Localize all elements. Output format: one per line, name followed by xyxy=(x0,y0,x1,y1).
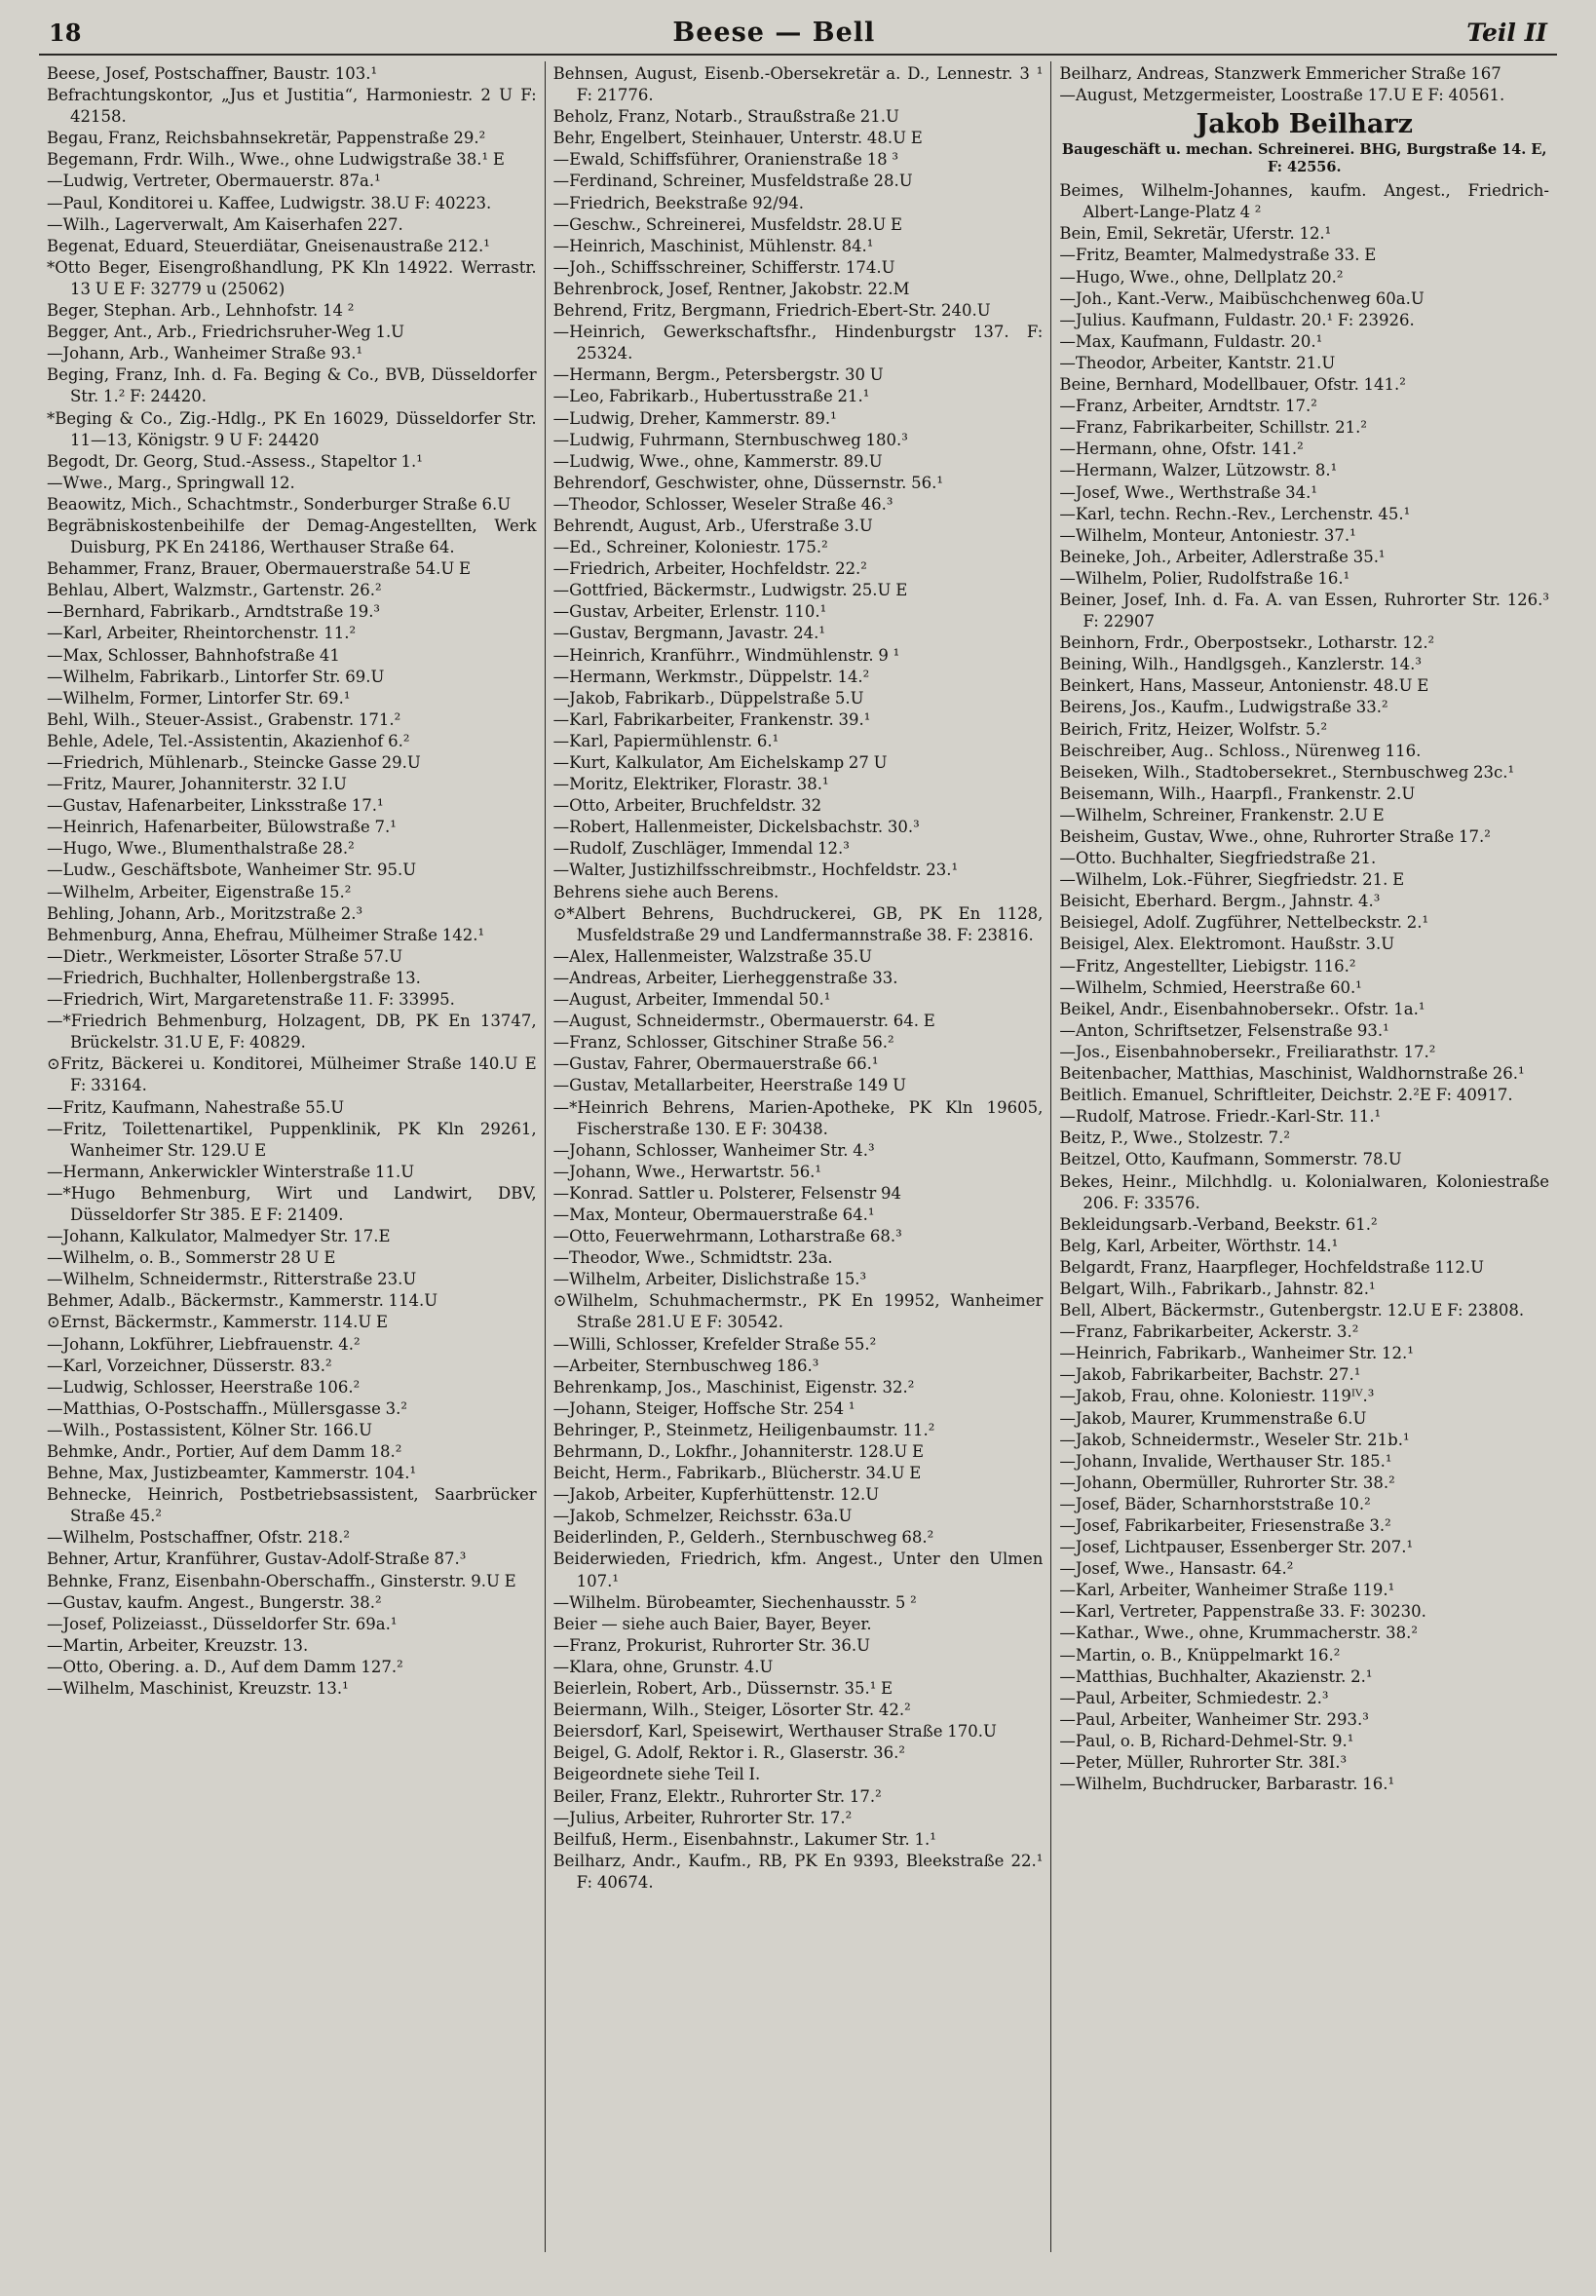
directory-entry: —Johann, Kalkulator, Malmedyer Str. 17.E xyxy=(47,1227,391,1246)
directory-entry: —Arbeiter, Sternbuschweg 186.³ xyxy=(552,1356,819,1375)
directory-entry: Begemann, Frdr. Wilh., Wwe., ohne Ludwigstraße 38.¹ E xyxy=(47,150,505,170)
directory-entry: —Karl, techn. Rechn.-Rev., Lerchenstr. 45.¹ xyxy=(1059,504,1411,523)
directory-entry: —Wilhelm, Monteur, Antoniestr. 37.¹ xyxy=(1059,525,1356,545)
directory-entry: —Peter, Müller, Ruhrorter Str. 38I.³ xyxy=(1059,1753,1348,1773)
directory-entry: —Gustav, Bergmann, Javastr. 24.¹ xyxy=(552,624,825,643)
directory-entry: —Ludwig, Vertreter, Obermauerstr. 87a.¹ xyxy=(47,172,381,191)
directory-entry: —Konrad. Sattler u. Polsterer, Felsenstr 94 xyxy=(552,1183,901,1203)
directory-entry: Beaowitz, Mich., Schachtmstr., Sonderburger Straße 6.U xyxy=(47,494,512,514)
directory-entry: Beisheim, Gustav, Wwe., ohne, Ruhrorter Straße 17.² xyxy=(1059,827,1491,846)
directory-entry: ⊙Ernst, Bäckermstr., Kammerstr. 114.U E xyxy=(47,1313,389,1332)
directory-entry: —Kathar., Wwe., ohne, Krummacherstr. 38.² xyxy=(1059,1624,1418,1643)
directory-entry: —Fritz, Kaufmann, Nahestraße 55.U xyxy=(47,1097,345,1117)
directory-entry: ⊙*Albert Behrens, Buchdruckerei, GB, PK En 1128, Musfeldstraße 29 und Landfermannstraße 38. F: 23816. xyxy=(552,903,1044,944)
directory-entry: —Heinrich, Gewerkschaftsfhr., Hindenburgstr 137. F: 25324. xyxy=(552,323,1044,364)
directory-entry: —Fritz, Maurer, Johanniterstr. 32 I.U xyxy=(47,775,347,794)
directory-entry: Beisicht, Eberhard. Bergm., Jahnstr. 4.³ xyxy=(1059,892,1381,911)
directory-entry: —Karl, Arbeiter, Wanheimer Straße 119.¹ xyxy=(1059,1581,1395,1600)
directory-entry: Bekleidungsarb.-Verband, Beekstr. 61.² xyxy=(1059,1214,1378,1234)
directory-entry: —Karl, Arbeiter, Rheintorchenstr. 11.² xyxy=(47,624,357,643)
directory-entry: —Paul, o. B, Richard-Dehmel-Str. 9.¹ xyxy=(1059,1731,1354,1750)
directory-entry: —Gustav, kaufm. Angest., Bungerstr. 38.² xyxy=(47,1592,382,1612)
directory-entry: Beigeordnete siehe Teil I. xyxy=(552,1765,761,1784)
directory-entry: Behnsen, August, Eisenb.-Obersekretär a. D., Lennestr. 3 ¹ F: 21776. xyxy=(552,64,1044,105)
directory-entry: —Ludwig, Fuhrmann, Sternbuschweg 180.³ xyxy=(552,430,908,449)
directory-entry: —Josef, Fabrikarbeiter, Friesenstraße 3.² xyxy=(1059,1516,1391,1535)
directory-entry: —Paul, Arbeiter, Wanheimer Str. 293.³ xyxy=(1059,1709,1369,1729)
directory-entry: —Josef, Wwe., Werthstraße 34.¹ xyxy=(1059,482,1317,502)
directory-entry: —Karl, Papiermühlenstr. 6.¹ xyxy=(552,731,779,750)
header-rule xyxy=(39,54,1557,56)
directory-entry: Beisemann, Wilh., Haarpfl., Frankenstr. 2.U xyxy=(1059,784,1416,803)
directory-entry: Behle, Adele, Tel.-Assistentin, Akazienhof 6.² xyxy=(47,731,410,750)
directory-entry: Beineke, Joh., Arbeiter, Adlerstraße 35.¹ xyxy=(1059,547,1386,566)
directory-entry: Behnke, Franz, Eisenbahn-Oberschaffn., Ginsterstr. 9.U E xyxy=(47,1571,516,1590)
directory-entry: Beier — siehe auch Baier, Bayer, Beyer. xyxy=(552,1614,872,1633)
directory-entry: Behrenkamp, Jos., Maschinist, Eigenstr. 32.² xyxy=(552,1377,915,1397)
directory-entry: —Wilhelm, Arbeiter, Dislichstraße 15.³ xyxy=(552,1270,867,1289)
directory-entry: —*Heinrich Behrens, Marien-Apotheke, PK Kln 19605, Fischerstraße 130. E F: 30438. xyxy=(552,1097,1044,1138)
directory-entry: —Hermann, Werkmstr., Düppelstr. 14.² xyxy=(552,667,870,686)
directory-entry: —Jakob, Maurer, Krummenstraße 6.U xyxy=(1059,1408,1367,1428)
directory-entry: Belg, Karl, Arbeiter, Wörthstr. 14.¹ xyxy=(1059,1236,1339,1255)
directory-entry: —Heinrich, Kranführr., Windmühlenstr. 9 ¹ xyxy=(552,645,900,665)
directory-entry: Behnecke, Heinrich, Postbetriebsassistent, Saarbrücker Straße 45.² xyxy=(47,1485,537,1526)
advertisement-entry xyxy=(1059,110,1549,176)
page-title: Beese — Bell xyxy=(672,18,876,48)
directory-entry: —August, Schneidermstr., Obermauerstr. 64. E xyxy=(552,1012,935,1031)
directory-entry: Beiler, Franz, Elektr., Ruhrorter Str. 17.² xyxy=(552,1786,882,1806)
directory-entry: Begräbniskostenbeihilfe der Demag-Angestellten, Werk Duisburg, PK En 24186, Werthauser Straße 64. xyxy=(47,516,537,557)
directory-entry: Behmenburg, Anna, Ehefrau, Mülheimer Straße 142.¹ xyxy=(47,925,485,944)
directory-entry: Beiermann, Wilh., Steiger, Lösorter Str. 42.² xyxy=(552,1701,911,1720)
directory-entry: —Willi, Schlosser, Krefelder Straße 55.² xyxy=(552,1334,877,1354)
directory-entry: —Andreas, Arbeiter, Lierheggenstraße 33. xyxy=(552,968,898,987)
directory-entry: Beilharz, Andr., Kaufm., RB, PK En 9393, Bleekstraße 22.¹ F: 40674. xyxy=(552,1851,1044,1892)
directory-entry: —Wilhelm, Fabrikarb., Lintorfer Str. 69.U xyxy=(47,667,385,686)
directory-entry: —Josef, Lichtpauser, Essenberger Str. 207.¹ xyxy=(1059,1538,1414,1557)
directory-entry: —Leo, Fabrikarb., Hubertusstraße 21.¹ xyxy=(552,387,870,406)
directory-entry: Behne, Max, Justizbeamter, Kammerstr. 104.¹ xyxy=(47,1464,417,1483)
directory-entry: —Joh., Schiffsschreiner, Schifferstr. 174.U xyxy=(552,257,895,277)
directory-entry: —Jos., Eisenbahnobersekr., Freiliarathstr. 17.² xyxy=(1059,1042,1436,1061)
directory-entry: —Ludwig, Schlosser, Heerstraße 106.² xyxy=(47,1377,361,1397)
directory-entry: —Dietr., Werkmeister, Lösorter Straße 57.U xyxy=(47,946,403,966)
advertisement-name: Jakob Beilharz xyxy=(1196,109,1413,140)
directory-entry: —Otto, Obering. a. D., Auf dem Damm 127.² xyxy=(47,1657,403,1676)
directory-entry: —Wilhelm, Schneidermstr., Ritterstraße 23.U xyxy=(47,1270,417,1289)
directory-entry: —Hermann, Ankerwickler Winterstraße 11.U xyxy=(47,1162,415,1181)
directory-entry: Bekes, Heinr., Milchhdlg. u. Kolonialwaren, Koloniestraße 206. F: 33576. xyxy=(1059,1171,1550,1212)
directory-entry: —Jakob, Schmelzer, Reichsstr. 63a.U xyxy=(552,1507,853,1526)
directory-entry: —Hermann, Walzer, Lützowstr. 8.¹ xyxy=(1059,461,1338,480)
directory-entry: Beilfuß, Herm., Eisenbahnstr., Lakumer Str. 1.¹ xyxy=(552,1829,936,1849)
directory-entry: —Robert, Hallenmeister, Dickelsbachstr. 30.³ xyxy=(552,818,920,837)
directory-entry: Begodt, Dr. Georg, Stud.-Assess., Stapeltor 1.¹ xyxy=(47,451,423,471)
directory-entry: —Franz, Prokurist, Ruhrorter Str. 36.U xyxy=(552,1635,871,1655)
directory-entry: —Johann, Obermüller, Ruhrorter Str. 38.² xyxy=(1059,1473,1395,1492)
page-number: 18 xyxy=(49,19,82,47)
directory-entry: —Wilhelm, Maschinist, Kreuzstr. 13.¹ xyxy=(47,1679,349,1699)
directory-entry: —Kurt, Kalkulator, Am Eichelskamp 27 U xyxy=(552,753,888,772)
directory-entry: —Bernhard, Fabrikarb., Arndtstraße 19.³ xyxy=(47,602,381,622)
directory-entry: Bein, Emil, Sekretär, Uferstr. 12.¹ xyxy=(1059,224,1332,244)
directory-entry: Behling, Johann, Arb., Moritzstraße 2.³ xyxy=(47,903,363,923)
directory-entry: Beisiegel, Adolf. Zugführer, Nettelbeckstr. 2.¹ xyxy=(1059,913,1429,933)
directory-entry: —Julius, Arbeiter, Ruhrorter Str. 17.² xyxy=(552,1808,853,1827)
directory-entry: —*Friedrich Behmenburg, Holzagent, DB, PK En 13747, Brückelstr. 31.U E, F: 40829. xyxy=(47,1012,537,1052)
directory-entry: —Matthias, O-Postschaffn., Müllersgasse 3.² xyxy=(47,1398,408,1418)
directory-entry: —Geschw., Schreinerei, Musfeldstr. 28.U E xyxy=(552,214,903,234)
directory-entry: —Max, Monteur, Obermauerstraße 64.¹ xyxy=(552,1205,875,1224)
directory-entry: Behl, Wilh., Steuer-Assist., Grabenstr. 171.² xyxy=(47,709,401,729)
directory-entry: —Wilhelm, Buchdrucker, Barbarastr. 16.¹ xyxy=(1059,1775,1395,1794)
directory-entry: —Moritz, Elektriker, Florastr. 38.¹ xyxy=(552,775,829,794)
directory-entry: Behmer, Adalb., Bäckermstr., Kammerstr. 114.U xyxy=(47,1291,438,1311)
directory-columns xyxy=(39,61,1557,2252)
directory-entry: —Franz, Arbeiter, Arndtstr. 17.² xyxy=(1059,397,1317,416)
directory-entry: Begau, Franz, Reichsbahnsekretär, Pappenstraße 29.² xyxy=(47,129,486,148)
directory-entry: —Johann, Invalide, Werthauser Str. 185.¹ xyxy=(1059,1451,1392,1471)
directory-entry: Beiersdorf, Karl, Speisewirt, Werthauser Straße 170.U xyxy=(552,1722,997,1741)
directory-entry: Beischreiber, Aug.. Schloss., Nürenweg 116. xyxy=(1059,741,1422,760)
directory-entry: Beitlich. Emanuel, Schriftleiter, Deichstr. 2.²E F: 40917. xyxy=(1059,1086,1513,1105)
directory-entry: Beining, Wilh., Handlgsgeh., Kanzlerstr. 14.³ xyxy=(1059,655,1423,674)
directory-entry: —Matthias, Buchhalter, Akazienstr. 2.¹ xyxy=(1059,1666,1373,1686)
directory-entry: Beitenbacher, Matthias, Maschinist, Waldhornstraße 26.¹ xyxy=(1059,1064,1525,1084)
directory-entry: —Josef, Bäder, Scharnhorststraße 10.² xyxy=(1059,1494,1371,1513)
directory-entry: —Otto, Arbeiter, Bruchfeldstr. 32 xyxy=(552,796,822,816)
directory-entry: —Franz, Fabrikarbeiter, Schillstr. 21.² xyxy=(1059,418,1368,438)
directory-entry: Beitz, P., Wwe., Stolzestr. 7.² xyxy=(1059,1129,1291,1148)
directory-entry: —Jakob, Arbeiter, Kupferhüttenstr. 12.U xyxy=(552,1485,880,1505)
directory-entry: Behrendorf, Geschwister, ohne, Düssernstr. 56.¹ xyxy=(552,473,943,492)
directory-entry: Beierlein, Robert, Arb., Düssernstr. 35.¹ E xyxy=(552,1679,893,1699)
directory-entry: —Hermann, ohne, Ofstr. 141.² xyxy=(1059,440,1304,459)
directory-entry: —Karl, Fabrikarbeiter, Frankenstr. 39.¹ xyxy=(552,709,871,729)
directory-entry: —Ed., Schreiner, Koloniestr. 175.² xyxy=(552,538,828,557)
directory-entry: —Friedrich, Arbeiter, Hochfeldstr. 22.² xyxy=(552,559,867,579)
directory-entry: —Rudolf, Zuschläger, Immendal 12.³ xyxy=(552,839,850,859)
directory-entry: Beiderwieden, Friedrich, kfm. Angest., Unter den Ulmen 107.¹ xyxy=(552,1550,1044,1590)
directory-entry: Begger, Ant., Arb., Friedrichsruher-Weg 1.U xyxy=(47,323,405,342)
directory-entry: —Gustav, Hafenarbeiter, Linksstraße 17.¹ xyxy=(47,796,384,816)
directory-entry: —Karl, Vorzeichner, Düsserstr. 83.² xyxy=(47,1356,332,1375)
directory-entry: —Klara, ohne, Grunstr. 4.U xyxy=(552,1657,774,1676)
directory-entry: —August, Metzgermeister, Loostraße 17.U E F: 40561. xyxy=(1059,86,1505,105)
directory-entry: —Wilhelm, Former, Lintorfer Str. 69.¹ xyxy=(47,688,351,708)
directory-entry: —Johann, Schlosser, Wanheimer Str. 4.³ xyxy=(552,1140,875,1160)
directory-entry: —Friedrich, Buchhalter, Hollenbergstraße 13. xyxy=(47,968,421,987)
directory-entry: —Martin, Arbeiter, Kreuzstr. 13. xyxy=(47,1635,309,1655)
directory-entry: Behrendt, August, Arb., Uferstraße 3.U xyxy=(552,516,873,535)
directory-entry: —Max, Kaufmann, Fuldastr. 20.¹ xyxy=(1059,331,1323,351)
directory-entry: —Wilhelm, Postschaffner, Ofstr. 218.² xyxy=(47,1528,350,1548)
directory-entry: Behammer, Franz, Brauer, Obermauerstraße 54.U E xyxy=(47,559,472,579)
directory-entry: —Jakob, Frau, ohne. Koloniestr. 119ᴵⱽ.³ xyxy=(1059,1387,1375,1406)
directory-entry: —Alex, Hallenmeister, Walzstraße 35.U xyxy=(552,946,873,966)
directory-entry: —Ferdinand, Schreiner, Musfeldstraße 28.U xyxy=(552,172,913,191)
directory-entry: —Johann, Arb., Wanheimer Straße 93.¹ xyxy=(47,344,363,364)
directory-entry: Behrend, Fritz, Bergmann, Friedrich-Ebert-Str. 240.U xyxy=(552,301,991,321)
directory-entry: —Fritz, Beamter, Malmedystraße 33. E xyxy=(1059,246,1377,265)
directory-entry: Behrmann, D., Lokfhr., Johanniterstr. 128.U E xyxy=(552,1442,925,1461)
directory-entry: Beging, Franz, Inh. d. Fa. Beging & Co., BVB, Düsseldorfer Str. 1.² F: 24420. xyxy=(47,365,537,406)
directory-entry: —Gustav, Arbeiter, Erlenstr. 110.¹ xyxy=(552,602,827,622)
directory-entry: —Theodor, Schlosser, Weseler Straße 46.³ xyxy=(552,494,893,514)
directory-entry: —Friedrich, Beekstraße 92/94. xyxy=(552,193,804,212)
directory-entry: —Rudolf, Matrose. Friedr.-Karl-Str. 11.¹ xyxy=(1059,1107,1382,1127)
directory-entry: —Joh., Kant.-Verw., Maibüschchenweg 60a.U xyxy=(1059,288,1425,308)
directory-entry: —Jakob, Fabrikarb., Düppelstraße 5.U xyxy=(552,688,864,708)
directory-entry: Beine, Bernhard, Modellbauer, Ofstr. 141.² xyxy=(1059,375,1406,395)
directory-entry: —Fritz, Angestellter, Liebigstr. 116.² xyxy=(1059,956,1356,976)
column-2 xyxy=(545,61,1051,2252)
directory-entry: —Hugo, Wwe., ohne, Dellplatz 20.² xyxy=(1059,267,1344,287)
directory-entry: —Wilh., Lagerverwalt, Am Kaiserhafen 227. xyxy=(47,214,403,234)
directory-entry: —Jakob, Schneidermstr., Weseler Str. 21b.¹ xyxy=(1059,1430,1410,1449)
directory-entry: Belgart, Wilh., Fabrikarb., Jahnstr. 82.¹ xyxy=(1059,1279,1376,1298)
directory-entry: Beirens, Jos., Kaufm., Ludwigstraße 33.² xyxy=(1059,698,1388,717)
directory-entry: —Paul, Arbeiter, Schmiedestr. 2.³ xyxy=(1059,1688,1329,1707)
directory-entry: —Franz, Fabrikarbeiter, Ackerstr. 3.² xyxy=(1059,1322,1359,1342)
directory-entry: Beicht, Herm., Fabrikarb., Blücherstr. 34.U E xyxy=(552,1464,922,1483)
directory-entry: —Paul, Konditorei u. Kaffee, Ludwigstr. 38.U F: 40223. xyxy=(47,193,492,212)
directory-entry: —Wilhelm. Bürobeamter, Siechenhausstr. 5 ² xyxy=(552,1592,917,1612)
advertisement-description: Baugeschäft u. mechan. Schreinerei. BHG, Burgstraße 14. E, F: 42556. xyxy=(1061,141,1547,176)
directory-entry: —Wilhelm, Schreiner, Frankenstr. 2.U E xyxy=(1059,805,1385,824)
directory-entry: —Walter, Justizhilfsschreibmstr., Hochfeldstr. 23.¹ xyxy=(552,861,959,880)
directory-entry: —Johann, Wwe., Herwartstr. 56.¹ xyxy=(552,1162,822,1181)
directory-entry: Behlau, Albert, Walzmstr., Gartenstr. 26.² xyxy=(47,581,382,600)
directory-entry: —Josef, Polizeiasst., Düsseldorfer Str. 69a.¹ xyxy=(47,1614,398,1633)
directory-entry: —Johann, Lokführer, Liebfrauenstr. 4.² xyxy=(47,1334,361,1354)
directory-entry: —Karl, Vertreter, Pappenstraße 33. F: 30230. xyxy=(1059,1602,1426,1622)
directory-entry: —Heinrich, Maschinist, Mühlenstr. 84.¹ xyxy=(552,236,874,255)
directory-entry: —Gustav, Fahrer, Obermauerstraße 66.¹ xyxy=(552,1054,879,1074)
directory-entry: —Wilhelm, Schmied, Heerstraße 60.¹ xyxy=(1059,977,1362,997)
directory-entry: —Heinrich, Hafenarbeiter, Bülowstraße 7.¹ xyxy=(47,818,397,837)
directory-entry: Beiderlinden, P., Gelderh., Sternbuschweg 68.² xyxy=(552,1528,934,1548)
directory-entry: —Heinrich, Fabrikarb., Wanheimer Str. 12.¹ xyxy=(1059,1344,1414,1363)
directory-entry: —Ewald, Schiffsführer, Oranienstraße 18 ³ xyxy=(552,150,898,170)
directory-entry: Beilharz, Andreas, Stanzwerk Emmericher Straße 167 xyxy=(1059,64,1501,83)
directory-entry: —Theodor, Arbeiter, Kantstr. 21.U xyxy=(1059,353,1336,372)
directory-entry: —Wilhelm, Lok.-Führer, Siegfriedstr. 21. E xyxy=(1059,870,1405,890)
directory-entry: —Gottfried, Bäckermstr., Ludwigstr. 25.U E xyxy=(552,581,908,600)
directory-entry: —Theodor, Wwe., Schmidtstr. 23a. xyxy=(552,1248,833,1268)
directory-entry: —Friedrich, Mühlenarb., Steincke Gasse 29.U xyxy=(47,753,421,772)
directory-entry: Beirich, Fritz, Heizer, Wolfstr. 5.² xyxy=(1059,719,1328,739)
directory-entry: Beisigel, Alex. Elektromont. Haußstr. 3.U xyxy=(1059,935,1395,954)
directory-entry: Beitzel, Otto, Kaufmann, Sommerstr. 78.U xyxy=(1059,1150,1402,1169)
directory-entry: Behner, Artur, Kranführer, Gustav-Adolf-Straße 87.³ xyxy=(47,1550,467,1569)
directory-entry: Behrens siehe auch Berens. xyxy=(552,882,779,901)
directory-entry: —Anton, Schriftsetzer, Felsenstraße 93.¹ xyxy=(1059,1020,1389,1040)
column-1 xyxy=(39,61,545,2252)
directory-entry: —Hugo, Wwe., Blumenthalstraße 28.² xyxy=(47,839,355,859)
directory-entry: —Ludwig, Wwe., ohne, Kammerstr. 89.U xyxy=(552,451,883,471)
directory-entry: Behrenbrock, Josef, Rentner, Jakobstr. 22.M xyxy=(552,279,910,298)
directory-entry: Beiner, Josef, Inh. d. Fa. A. van Essen, Ruhrorter Str. 126.³ F: 22907 xyxy=(1059,590,1550,631)
directory-entry: —Josef, Wwe., Hansastr. 64.² xyxy=(1059,1559,1294,1579)
directory-entry: Beese, Josef, Postschaffner, Baustr. 103.¹ xyxy=(47,64,378,83)
directory-entry: Beikel, Andr., Eisenbahnobersekr.. Ofstr. 1a.¹ xyxy=(1059,999,1425,1018)
directory-entry: ⊙Wilhelm, Schuhmachermstr., PK En 19952, Wanheimer Straße 281.U E F: 30542. xyxy=(552,1291,1044,1332)
directory-entry: —Otto. Buchhalter, Siegfriedstraße 21. xyxy=(1059,849,1377,868)
directory-entry: Bell, Albert, Bäckermstr., Gutenbergstr. 12.U E F: 23808. xyxy=(1059,1301,1525,1320)
column-3 xyxy=(1050,61,1557,2252)
directory-entry: Behringer, P., Steinmetz, Heiligenbaumstr. 11.² xyxy=(552,1420,935,1439)
directory-entry: —Max, Schlosser, Bahnhofstraße 41 xyxy=(47,645,340,665)
directory-entry: Beigel, G. Adolf, Rektor i. R., Glaserstr. 36.² xyxy=(552,1743,905,1763)
directory-entry: —Wilhelm, o. B., Sommerstr 28 U E xyxy=(47,1248,336,1268)
directory-entry: —Fritz, Toilettenartikel, Puppenklinik, PK Kln 29261, Wanheimer Str. 129.U E xyxy=(47,1119,537,1160)
directory-entry: Begenat, Eduard, Steuerdiätar, Gneisenaustraße 212.¹ xyxy=(47,236,490,255)
directory-entry: —Gustav, Metallarbeiter, Heerstraße 149 U xyxy=(552,1076,907,1095)
directory-entry: Beholz, Franz, Notarb., Straußstraße 21.U xyxy=(552,107,899,127)
directory-entry: Behr, Engelbert, Steinhauer, Unterstr. 48.U E xyxy=(552,129,923,148)
directory-entry: —Hermann, Bergm., Petersbergstr. 30 U xyxy=(552,365,884,385)
directory-entry: —Franz, Schlosser, Gitschiner Straße 56.² xyxy=(552,1033,894,1052)
directory-entry: Beinkert, Hans, Masseur, Antonienstr. 48.U E xyxy=(1059,676,1429,696)
directory-entry: Beimes, Wilhelm-Johannes, kaufm. Angest., Friedrich-Albert-Lange-Platz 4 ² xyxy=(1059,181,1550,222)
directory-entry: —Wilh., Postassistent, Kölner Str. 166.U xyxy=(47,1420,372,1439)
directory-entry: —Julius. Kaufmann, Fuldastr. 20.¹ F: 23926. xyxy=(1059,310,1415,329)
directory-entry: —Wilhelm, Polier, Rudolfstraße 16.¹ xyxy=(1059,568,1350,588)
running-head xyxy=(39,14,1557,54)
directory-entry: —Jakob, Fabrikarbeiter, Bachstr. 27.¹ xyxy=(1059,1365,1361,1385)
directory-entry: —Ludw., Geschäftsbote, Wanheimer Str. 95.U xyxy=(47,861,417,880)
directory-entry: —Ludwig, Dreher, Kammerstr. 89.¹ xyxy=(552,408,837,428)
directory-entry: Beinhorn, Frdr., Oberpostsekr., Lotharstr. 12.² xyxy=(1059,633,1435,653)
directory-entry: Befrachtungskontor, „Jus et Justitia“, Harmoniestr. 2 U F: 42158. xyxy=(47,86,537,127)
directory-entry: —Wilhelm, Arbeiter, Eigenstraße 15.² xyxy=(47,882,352,901)
directory-entry: Belgardt, Franz, Haarpfleger, Hochfeldstraße 112.U xyxy=(1059,1257,1485,1277)
part-label: Teil II xyxy=(1466,19,1547,47)
directory-entry: —August, Arbeiter, Immendal 50.¹ xyxy=(552,990,831,1010)
directory-entry: Beger, Stephan. Arb., Lehnhofstr. 14 ² xyxy=(47,301,355,321)
directory-entry: —Friedrich, Wirt, Margaretenstraße 11. F: 33995. xyxy=(47,990,455,1010)
directory-entry: *Otto Beger, Eisengroßhandlung, PK Kln 14922. Werrastr. 13 U E F: 32779 u (25062) xyxy=(47,257,537,298)
directory-entry: —*Hugo Behmenburg, Wirt und Landwirt, DBV, Düsseldorfer Str 385. E F: 21409. xyxy=(47,1183,537,1224)
directory-entry: —Otto, Feuerwehrmann, Lotharstraße 68.³ xyxy=(552,1227,902,1246)
directory-entry: —Wwe., Marg., Springwall 12. xyxy=(47,473,295,492)
directory-entry: Beiseken, Wilh., Stadtobersekret., Sternbuschweg 23c.¹ xyxy=(1059,762,1515,782)
directory-entry: ⊙Fritz, Bäckerei u. Konditorei, Mülheimer Straße 140.U E F: 33164. xyxy=(47,1054,537,1095)
directory-entry: *Beging & Co., Zig.-Hdlg., PK En 16029, Düsseldorfer Str. 11—13, Königstr. 9 U F: 24420 xyxy=(47,408,537,449)
directory-entry: Behmke, Andr., Portier, Auf dem Damm 18.² xyxy=(47,1442,402,1461)
directory-entry: —Martin, o. B., Knüppelmarkt 16.² xyxy=(1059,1645,1341,1665)
directory-entry: —Johann, Steiger, Hoffsche Str. 254 ¹ xyxy=(552,1398,855,1418)
